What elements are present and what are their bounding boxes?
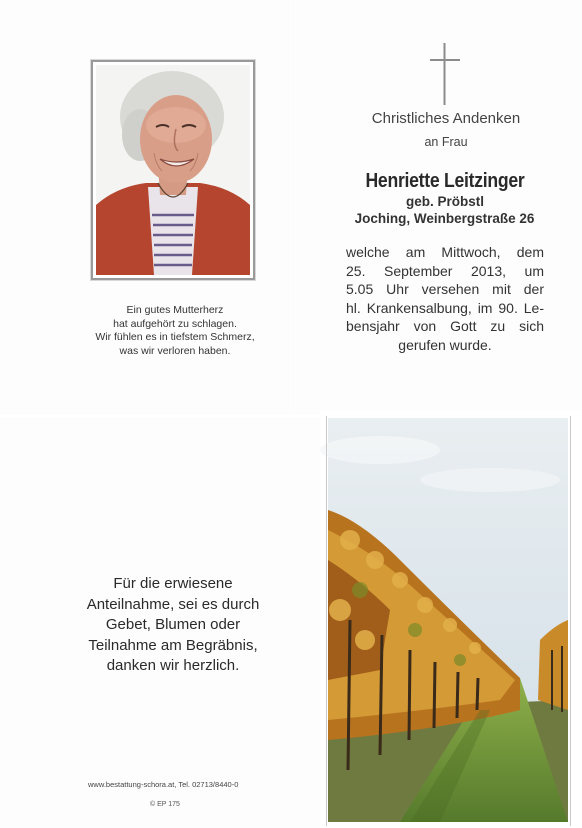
- motto-line: Ein gutes Mutterherz: [126, 304, 224, 316]
- vineyard-panel: [320, 410, 582, 828]
- motto-line: Wir fühlen es in tiefstem Schmerz,: [95, 331, 255, 343]
- obituary-line: 25. September 2013, um: [346, 262, 544, 279]
- obituary-heading: Christliches Andenken: [371, 110, 521, 127]
- deceased-name: Henriette Leitzinger: [365, 170, 525, 192]
- portrait-photo-frame: [91, 60, 255, 280]
- obituary-subheading: an Frau: [424, 135, 468, 149]
- thanks-line: Teilnahme am Begräbnis,: [88, 636, 258, 654]
- motto-line: was wir verloren haben.: [119, 344, 231, 357]
- motto-text: [60, 304, 290, 358]
- portrait-photo: [96, 65, 250, 275]
- deceased-address: Joching, Weinbergstraße 26: [354, 211, 535, 226]
- maiden-name: geb. Pröbstl: [405, 194, 484, 209]
- thanks-line: danken wir herzlich.: [106, 657, 240, 674]
- obituary-line: 5.05 Uhr versehen mit der: [346, 281, 544, 297]
- print-code: © EP 175: [150, 801, 180, 808]
- divider-line: [570, 416, 571, 826]
- thanks-line: Für die erwiesene: [113, 575, 233, 592]
- cross-icon: [430, 43, 460, 105]
- obituary-line: hl. Krankensalbung, im 90. Le-: [346, 299, 544, 316]
- funeral-home-footer: www.bestattung-schora.at, Tel. 02713/8440-0: [88, 780, 239, 789]
- obituary-body: [346, 243, 544, 354]
- vineyard-image: [320, 410, 582, 828]
- portrait-panel: [0, 0, 290, 415]
- obituary-line: bensjahr von Gott zu sich: [346, 318, 544, 334]
- thanks-line: Anteilnahme, sei es durch: [86, 595, 260, 613]
- obituary-line: welche am Mittwoch, dem: [346, 244, 544, 260]
- motto-line: hat aufgehört zu schlagen.: [113, 317, 237, 330]
- divider-line: [326, 416, 327, 826]
- thanks-line: Gebet, Blumen oder: [105, 616, 241, 633]
- obituary-line: gerufen wurde.: [398, 336, 492, 353]
- thanks-text: [68, 574, 278, 677]
